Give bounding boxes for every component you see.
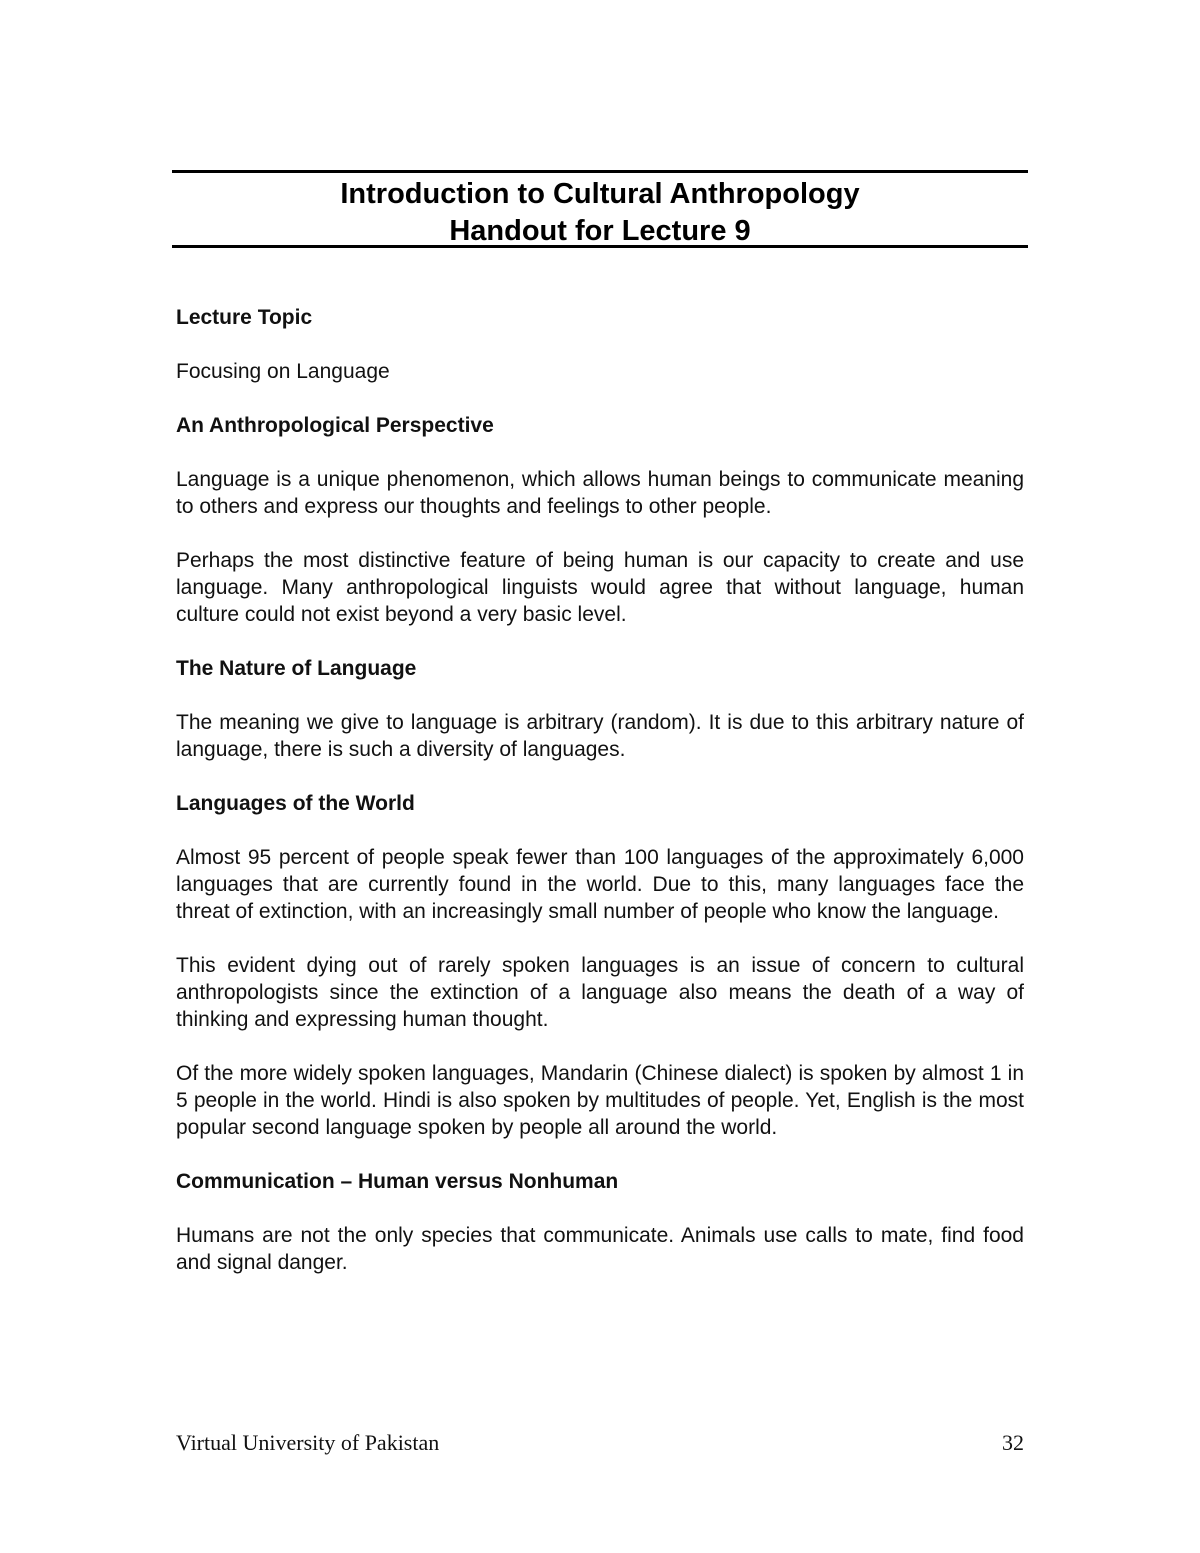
nature-heading: The Nature of Language bbox=[176, 657, 417, 680]
world-paragraph-2: This evident dying out of rarely spoken languages is an issue of concern to cultural anthropologists since the extinction of a language also means the death of a way of thinking and expressing human thought. bbox=[176, 954, 1024, 1031]
lecture-topic-heading: Lecture Topic bbox=[176, 306, 313, 329]
world-paragraph-3: Of the more widely spoken languages, Mandarin (Chinese dialect) is spoken by almost 1 in 5 people in the world. Hindi is also spoken by multitudes of people. Yet, English is the most popular second language spoken by people all around the world. bbox=[176, 1062, 1024, 1139]
communication-heading: Communication – Human versus Nonhuman bbox=[176, 1170, 619, 1193]
footer-page-number: 32 bbox=[1002, 1430, 1024, 1455]
perspective-paragraph-2: Perhaps the most distinctive feature of being human is our capacity to create and use language. Many anthropological linguists would agree that without language, human culture could not exist beyond a very basic level. bbox=[176, 549, 1024, 626]
lecture-topic-text: Focusing on Language bbox=[176, 360, 390, 383]
world-paragraph-1: Almost 95 percent of people speak fewer than 100 languages of the approximately 6,000 languages that are currently found in the world. Due to this, many languages face the threat of extinction, with an increasingly small number of people who know the language. bbox=[176, 846, 1024, 923]
perspective-paragraph-1: Language is a unique phenomenon, which allows human beings to communicate meaning to others and express our thoughts and feelings to other people. bbox=[176, 468, 1024, 518]
document-subtitle: Handout for Lecture 9 bbox=[449, 215, 751, 247]
world-heading: Languages of the World bbox=[176, 792, 415, 815]
document-body bbox=[176, 304, 1024, 1303]
footer-institution: Virtual University of Pakistan bbox=[176, 1430, 440, 1455]
document-title: Introduction to Cultural Anthropology bbox=[340, 178, 860, 210]
communication-paragraph-1: Humans are not the only species that communicate. Animals use calls to mate, find food and signal danger. bbox=[176, 1224, 1024, 1274]
nature-paragraph-1: The meaning we give to language is arbitrary (random). It is due to this arbitrary nature of language, there is such a diversity of languages. bbox=[176, 711, 1024, 761]
document-header bbox=[172, 170, 1028, 248]
perspective-heading: An Anthropological Perspective bbox=[176, 414, 494, 437]
